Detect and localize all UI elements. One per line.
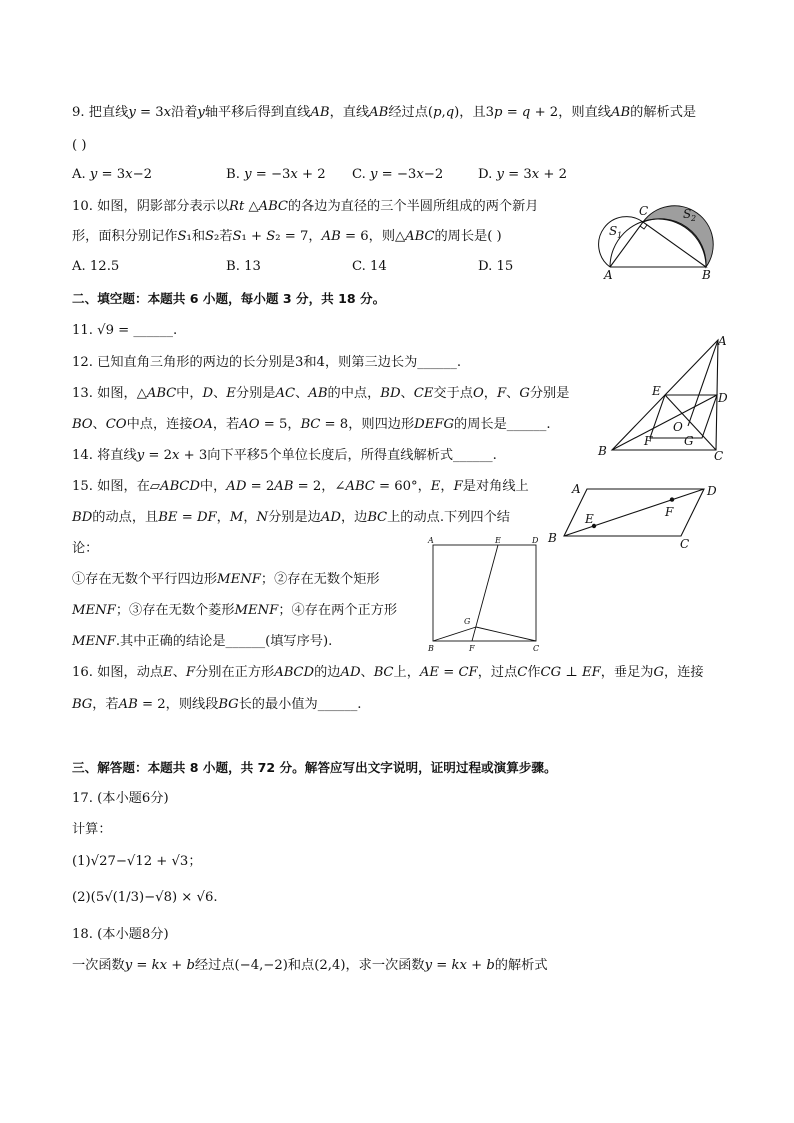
label-c: C <box>714 449 724 463</box>
label-s2: S <box>683 207 692 221</box>
label-e: E <box>652 384 661 398</box>
q17-line3: (2)(5√(1/3)−√8) × √6. <box>72 890 218 905</box>
label-b: B <box>548 531 557 545</box>
label-e: E <box>585 512 594 526</box>
q17-title: 17. (本小题6分) <box>72 791 169 806</box>
label-b: B <box>702 268 711 282</box>
q10-option-c: C. 14 <box>352 259 387 274</box>
label-c: C <box>533 644 540 653</box>
q13-figure <box>596 332 736 462</box>
label-c: C <box>680 537 690 551</box>
segment-ao <box>688 340 718 426</box>
q15-line1: 15. 如图，在▱𝐴𝐵𝐶𝐷中，𝐴𝐷 = 2𝐴𝐵 = 2，∠𝐴𝐵𝐶 = 60°，𝐸，𝐹是对角线上 <box>72 479 529 494</box>
q16-line2: 𝐵𝐺，若𝐴𝐵 = 2，则线段𝐵𝐺长的最小值为______. <box>72 697 362 712</box>
label-a: A <box>428 536 434 545</box>
label-f: F <box>665 505 674 519</box>
q17-line1: 计算： <box>72 822 112 837</box>
label-a: A <box>718 334 727 348</box>
label-b: B <box>598 444 607 458</box>
q10-option-d: D. 15 <box>478 259 514 274</box>
q15-line4: ①存在无数个平行四边形𝑀𝐸𝑁𝐹；②存在无数个矩形 <box>72 572 380 587</box>
q14-text: 14. 将直线𝑦 = 2𝑥 + 3向下平移5个单位长度后，所得直线解析式______. <box>72 448 497 463</box>
q13-line2: 𝐵𝑂、𝐶𝑂中点，连接𝑂𝐴，若𝐴𝑂 = 5，𝐵𝐶 = 8，则四边形𝐷𝐸𝐹𝐺的周长是______. <box>72 417 551 432</box>
segment-bd <box>612 395 717 450</box>
q9-option-d: D. 𝑦 = 3𝑥 + 2 <box>478 167 568 182</box>
label-a: A <box>572 482 581 496</box>
moon-s2-shape <box>643 206 713 267</box>
label-d: D <box>718 391 728 405</box>
q9-line1: 9. 把直线𝑦 = 3𝑥沿着𝑦轴平移后得到直线𝐴𝐵，直线𝐴𝐵经过点(𝑝,𝑞)，且3𝑝 = 𝑞 + 2，则直线𝐴𝐵的解析式是 <box>72 105 697 120</box>
segment-cg <box>476 627 536 641</box>
label-s1: S <box>609 224 618 238</box>
point-f <box>670 497 674 501</box>
q9-option-a: A. 𝑦 = 3𝑥−2 <box>72 167 153 182</box>
q12-text: 12. 已知直角三角形的两边的长分别是3和4，则第三边长为______. <box>72 355 462 370</box>
q15-line2: 𝐵𝐷的动点，且𝐵𝐸 = 𝐷𝐹，𝑀，𝑁分别是边𝐴𝐷，边𝐵𝐶上的动点.下列四个结 <box>72 510 510 525</box>
q18-line1: 一次函数𝑦 = 𝑘𝑥 + 𝑏经过点(−4,−2)和点(2,4)，求一次函数𝑦 = 𝑘𝑥 + 𝑏的解析式 <box>72 958 548 973</box>
label-d: D <box>532 536 539 545</box>
label-s1-subscript: 1 <box>617 231 623 240</box>
q10-option-a: A. 12.5 <box>72 259 120 274</box>
q16-line1: 16. 如图，动点𝐸、𝐹分别在正方形𝐴𝐵𝐶𝐷的边𝐴𝐷、𝐵𝐶上，𝐴𝐸 = 𝐶𝐹，过点𝐶作𝐶𝐺 ⊥ 𝐸𝐹，垂足为𝐺，连接 <box>72 665 704 680</box>
q9-option-c: C. 𝑦 = −3𝑥−2 <box>352 167 444 182</box>
section-3-heading: 三、解答题：本题共 8 小题，共 72 分。解答应写出文字说明，证明过程或演算步骤。 <box>72 760 557 775</box>
q17-line2: (1)√27−√12 + √3； <box>72 854 202 869</box>
q15-line6: 𝑀𝐸𝑁𝐹.其中正确的结论是______(填写序号). <box>72 634 333 649</box>
q10-figure <box>598 200 723 282</box>
q9-option-b: B. 𝑦 = −3𝑥 + 2 <box>226 167 326 182</box>
section-2-heading: 二、填空题：本题共 6 小题，每小题 3 分，共 18 分。 <box>72 291 386 306</box>
q15-line3: 论： <box>72 541 99 556</box>
square-abcd <box>433 545 536 641</box>
q10-line2: 形，面积分别记作𝑆₁和𝑆₂若𝑆₁ + 𝑆₂ = 7，𝐴𝐵 = 6，则△𝐴𝐵𝐶的周长是( ) <box>72 229 502 244</box>
label-f: F <box>644 434 653 448</box>
label-g: G <box>684 434 694 448</box>
q15-line5: 𝑀𝐸𝑁𝐹；③存在无数个菱形𝑀𝐸𝑁𝐹；④存在两个正方形 <box>72 603 398 618</box>
label-a: A <box>604 268 613 282</box>
q9-line2: ( ) <box>72 138 87 153</box>
label-o: O <box>673 420 683 434</box>
segment-ef <box>472 545 498 641</box>
q16-figure <box>424 532 550 656</box>
quadrilateral-defg <box>650 395 717 438</box>
q10-option-b: B. 13 <box>226 259 261 274</box>
label-f: F <box>469 644 475 653</box>
right-angle-mark <box>640 225 647 229</box>
label-g: G <box>464 617 471 626</box>
label-s2-subscript: 2 <box>691 214 697 223</box>
label-e: E <box>495 536 501 545</box>
label-d: D <box>707 484 717 498</box>
label-b: B <box>428 644 434 653</box>
q13-line1: 13. 如图，△𝐴𝐵𝐶中，𝐷、𝐸分别是𝐴𝐶、𝐴𝐵的中点，𝐵𝐷、𝐶𝐸交于点𝑂，𝐹、𝐺分别是 <box>72 386 570 401</box>
q15-figure <box>544 480 724 550</box>
label-c: C <box>639 204 649 218</box>
segment-bg <box>433 627 476 641</box>
q10-line1: 10. 如图，阴影部分表示以𝑅𝑡 △𝐴𝐵𝐶的各边为直径的三个半圆所组成的两个新月 <box>72 199 539 214</box>
q11-text: 11. √9 = ______. <box>72 323 178 338</box>
q18-title: 18. (本小题8分) <box>72 927 169 942</box>
